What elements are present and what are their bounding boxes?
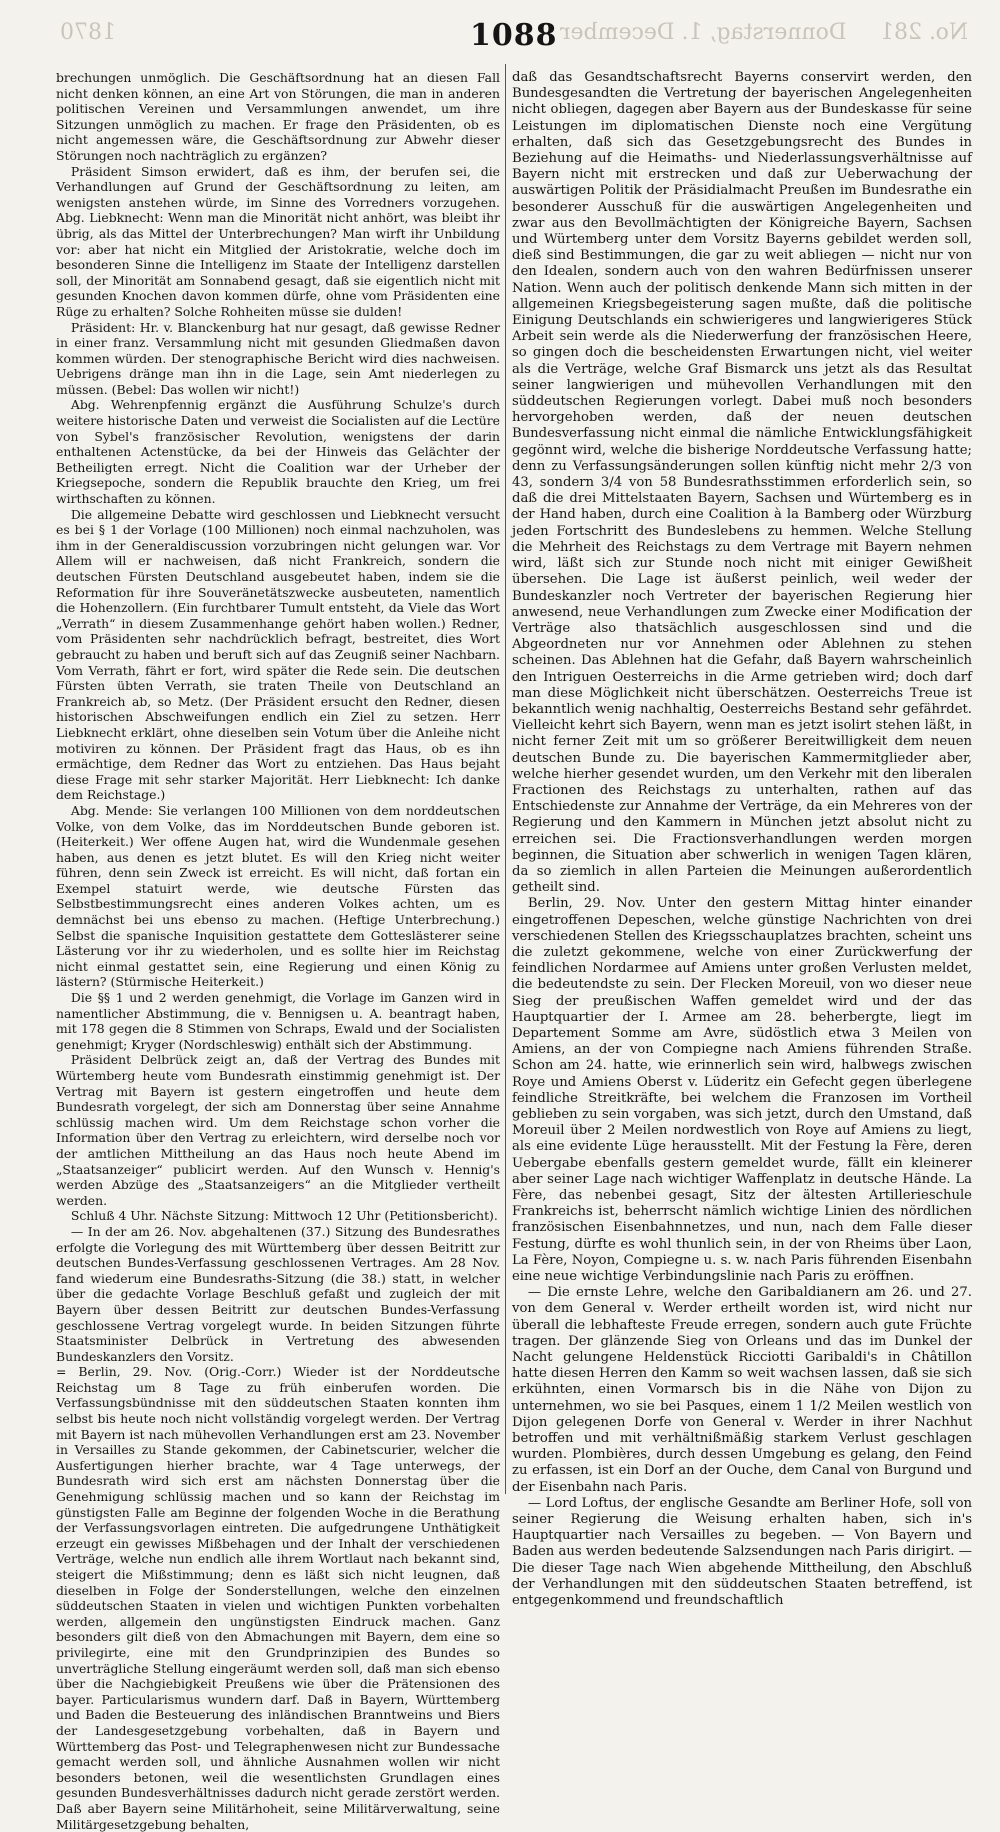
paragraph: Präsident Delbrück zeigt an, daß der Vertrag des Bundes mit Würtemberg heute vom Bundesrath einstimmig genehmigt ist. Der Vertrag mit Bayern ist gestern eingetroffen und heute dem Bundesrath vorgelegt, der sich am Donnerstag über seine Annahme schlüssig machen wird. Um dem Reichstage schon vorher die Information über den Vertrag zu erleichtern, wird derselbe noch vor der amtlichen Mittheilung an das Haus noch heute Abend im „Staatsanzeiger“ publicirt werden. Auf den Wunsch v. Hennig's werden Abzüge des „Staatsanzeigers“ an die Mitglieder vertheilt werden. [56,1052,500,1208]
bleed-through-year: 1870 [60,20,116,45]
bleed-through-date: Donnerstag, 1. December [560,20,847,45]
page-number: 1088 [470,18,558,53]
dateline-article: = Berlin, 29. Nov. (Orig.-Corr.) Wieder ist der Norddeutsche Reichstag um 8 Tage zu früh einberufen worden. Die Verfassungsbündnisse mit den süddeutschen Staaten konnten ihm selbst bis heute noch nicht vollständig vorgelegt werden. Der Vertrag mit Bayern ist nach mühevollen Verhandlungen erst am 23. November in Versailles zu Stande gekommen, der Cabinetscurier, welcher die Ausfertigungen hierher brachte, war 4 Tage unterwegs, der Bundesrath wird sich erst am nächsten Donnerstag über die Genehmigung schlüssig machen und so kann der Reichstag im günstigsten Falle am Beginne der folgenden Woche in die Berathung der Verfassungsvorlagen eintreten. Die aufgedrungene Unthätigkeit erzeugt ein gewisses Mißbehagen und der Inhalt der verschiedenen Verträge, welche nun endlich alle ihrem Wortlaut nach bekannt sind, steigert die Mißstimmung; denn es läßt sich nicht leugnen, daß dieselben in Folge der Sonderstellungen, welche den einzelnen süddeutschen Staaten in vielen und wichtigen Punkten vorbehalten werden, allgemein den ungünstigsten Eindruck machen. Ganz besonders gilt dieß von den Abmachungen mit Bayern, dem eine so privilegirte, eine mit den Grundprinzipien des Bundes so unverträgliche Stellung eingeräumt werden soll, daß man sich ebenso über die Nachgiebigkeit Preußens wie über die Prätensionen des bayer. Particularismus wundern darf. Daß in Bayern, Württemberg und Baden die Besteuerung des inländischen Branntweins und Biers der Landesgesetzgebung vorbehalten, daß in Bayern und Württemberg das Post- und Telegraphenwesen nicht zur Bundessache gemacht werden soll, und ähnliche Ausnahmen wollen wir nicht besonders betonen, weil die wesentlichsten Grundlagen eines gesunden Bundesverhältnisses dadurch nicht gerade zerstört werden. Daß aber Bayern seine Militärhoheit, seine Militärverwaltung, seine Militärgesetzgebung behalten, [56,1364,500,1832]
paragraph: Die allgemeine Debatte wird geschlossen und Liebknecht versucht es bei § 1 der Vorlage (100 Millionen) noch einmal nachzuholen, was ihm in der Generaldiscussion vorzubringen nicht gelungen war. Vor Allem will er nachweisen, daß nicht Frankreich, sondern die deutschen Fürsten Deutschland ausgebeutet haben, indem sie die Reformation für ihre Souveränetätszwecke ausbeuteten, namentlich die Hohenzollern. (Ein furchtbarer Tumult entsteht, da Viele das Wort „Verrath“ in diesem Zusammenhange gehört haben wollen.) Redner, vom Präsidenten sehr nachdrücklich befragt, bestreitet, dies Wort gebraucht zu haben und beruft sich auf das Zeugniß seiner Nachbarn. Vom Verrath, fährt er fort, wird später die Rede sein. Die deutschen Fürsten übten Verrath, sie traten Theile von Deutschland an Frankreich ab, so Metz. (Der Präsident ersucht den Redner, diesen historischen Abschweifungen endlich ein Ziel zu setzen. Herr Liebknecht erklärt, ohne dieselben sein Votum über die Anleihe nicht motiviren zu können. Der Präsident fragt das Haus, ob es ihn ermächtige, dem Redner das Wort zu entziehen. Das Haus bejaht diese Frage mit sehr starker Majorität. Herr Liebknecht: Ich danke dem Reichstage.) [56,506,500,803]
left-column [56,70,500,1832]
right-column [512,70,972,1609]
dateline-article: Berlin, 29. Nov. Unter den gestern Mittag hinter einander eingetroffenen Depeschen, welche günstige Nachrichten von drei verschiedenen Stellen des Kriegsschauplatzes brachten, scheint uns die zuletzt gekommene, welche von einer Zurückwerfung der feindlichen Nordarmee auf Amiens unter großen Verlusten meldet, die bedeutendste zu sein. Der Flecken Moreuil, von wo dieser neue Sieg der preußischen Waffen gemeldet wird und der das Hauptquartier der I. Armee am 28. beherbergte, liegt im Departement Somme am Avre, südöstlich etwa 3 Meilen von Amiens, an der von Compiegne nach Amiens führenden Straße. Schon am 24. hatte, wie erinnerlich sein wird, halbwegs zwischen Roye und Amiens Oberst v. Lüderitz ein Gefecht gegen überlegene feindliche Streitkräfte, bei welchem die Franzosen im Vortheil geblieben zu sein vorgaben, was sich jetzt, durch den Umstand, daß Moreuil über 2 Meilen nordwestlich von Roye auf Amiens zu liegt, als eine evidente Lüge herausstellt. Mit der Festung la Fère, deren Uebergabe ebenfalls gestern gemeldet wurde, fällt ein kleinerer aber seiner Lage nach wichtiger Waffenplatz in deutsche Hände. La Fère, das nebenbei gesagt, Sitz der ältesten Artillerieschule Frankreichs ist, beherrscht nämlich wichtige Linien des nördlichen französischen Eisenbahnnetzes, und nun, nach dem Falle dieser Festung, dürfte es wohl thunlich sein, in der von Rheims über Laon, La Fère, Noyon, Compiegne u. s. w. nach Paris führenden Eisenbahn eine neue wichtige Verbindungslinie nach Paris zu eröffnen. [512,896,972,1285]
paragraph: brechungen unmöglich. Die Geschäftsordnung hat an diesen Fall nicht denken können, an eine Art von Störungen, die man in anderen politischen Vereinen und Versammlungen anwendet, um ihre Sitzungen unmöglich zu machen. Er frage den Präsidenten, ob es nicht angemessen wäre, die Geschäftsordnung zur Abwehr dieser Störungen noch nachträglich zu ergänzen? [56,70,500,163]
news-item: — Die ernste Lehre, welche den Garibaldianern am 26. und 27. von dem General v. Werder ertheilt worden ist, wird nicht nur überall die lebhafteste Freude erregen, sondern auch gute Früchte tragen. Der glänzende Sieg von Orleans und das im Dunkel der Nacht gelungene Heldenstück Ricciotti Garibaldi's in Châtillon hatte diesen Herren den Kamm so weit wachsen lassen, daß sie sich erkühnten, einen Vormarsch bis in die Nähe von Dijon zu unternehmen, wo sie bei Pasques, einem 1 1/2 Meilen westlich von Dijon gelegenen Dorfe von General v. Werder in ihrer Nachhut betroffen und mit verhältnißmäßig starkem Verlust geschlagen wurden. Plombières, durch dessen Umgebung es gelang, den Feind zu erfassen, ist ein Dorf an der Ouche, dem Canal von Burgund und der Eisenbahn nach Paris. [512,1285,972,1495]
paragraph: daß das Gesandtschaftsrecht Bayerns conservirt werden, den Bundesgesandten die Vertretung der bayerischen Angelegenheiten nicht obliegen, dagegen aber Bayern aus der Bundeskasse für seine Leistungen im diplomatischen Dienste noch eine Vergütung erhalten, daß sich das Gesetzgebungsrecht des Bundes in Beziehung auf die Heimaths- und Niederlassungsverhältnisse auf Bayern nicht mit erstrecken und daß zur Ueberwachung der auswärtigen Politik der Präsidialmacht Preußen im Bundesrathe ein besonderer Ausschuß für die auswärtigen Angelegenheiten und zwar aus den Bevollmächtigten der Königreiche Bayern, Sachsen und Würtemberg unter dem Vorsitz Bayerns gebildet werden soll, dieß sind Bestimmungen, die gar zu weit abliegen — nicht nur von den Idealen, sondern auch von den wahren Bedürfnissen unserer Nation. Wenn auch der politisch denkende Mann sich mitten in der allgemeinen Kriegsbegeisterung sagen mußte, daß die politische Einigung Deutschlands ein schwierigeres und langwierigeres Stück Arbeit sein werde als die Niederwerfung der französischen Heere, so gingen doch die bescheidensten Erwartungen nicht, viel weiter als die Verträge, welche Graf Bismarck uns jetzt als das Resultat seiner langwierigen und mühevollen Verhandlungen mit den süddeutschen Regierungen vorlegt. Dabei muß noch besonders hervorgehoben werden, daß der neuen deutschen Bundesverfassung nicht einmal die nämliche Entwicklungsfähigkeit gegönnt wird, welche die bisherige Norddeutsche Verfassung hatte; denn zu Verfassungsänderungen sollen künftig nicht mehr 2/3 von 43, sondern 3/4 von 58 Bundesrathsstimmen erforderlich sein, so daß die drei Mittelstaaten Bayern, Sachsen und Würtemberg es in der Hand haben, durch eine Coalition à la Bamberg oder Würzburg jeden Fortschritt des Bundeslebens zu hemmen. Welche Stellung die Mehrheit des Reichstags zu dem Vertrage mit Bayern nehmen wird, läßt sich zur Stunde noch nicht mit einiger Gewißheit übersehen. Die Lage ist äußerst peinlich, weil weder der Bundeskanzler noch Vertreter der bayerischen Regierung hier anwesend, neue Verhandlungen zum Zwecke einer Modification der Verträge also thatsächlich ausgeschlossen sind und die Abgeordneten nur vor Annehmen oder Ablehnen zu stehen scheinen. Das Ablehnen hat die Gefahr, daß Bayern wahrscheinlich den Intriguen Oesterreichs in die Arme getrieben wird; doch darf man diese Möglichkeit nicht überschätzen. Oesterreichs Treue ist bekanntlich wenig nachhaltig, Oesterreichs Bestand sehr gefährdet. Vielleicht kehrt sich Bayern, wenn man es jetzt isolirt stehen läßt, in nicht ferner Zeit mit um so größerer Bereitwilligkeit dem neuen deutschen Bunde zu. Die bayerischen Kammermitglieder aber, welche hierher gesendet wurden, um den Verkehr mit den liberalen Fractionen des Reichstags zu unterhalten, rathen auf das Entschiedenste zur Annahme der Verträge, da ein Mehreres von der Regierung und den Kammern in München jetzt absolut nicht zu erreichen sei. Die Fractionsverhandlungen werden morgen beginnen, die Situation aber schwerlich in wenigen Tagen klären, da so ziemlich in allen Parteien die Meinungen außerordentlich getheilt sind. [512,70,972,896]
column-divider [505,64,506,1494]
paragraph: Abg. Mende: Sie verlangen 100 Millionen von dem norddeutschen Volke, von dem Volke, das im Norddeutschen Bunde geboren ist. (Heiterkeit.) Wer offene Augen hat, wird die Wundenmale gesehen haben, aus denen es jetzt blutet. Es will den Krieg nicht weiter führen, denn sein Zweck ist erreicht. Es will nicht, daß fortan ein Exempel statuirt werde, wie deutsche Fürsten das Selbstbestimmungsrecht eines anderen Volkes achten, um es demnächst bei uns ebenso zu machen. (Heftige Unterbrechung.) Selbst die spanische Inquisition gestattete dem Gotteslästerer seine Lästerung vor ihr zu wiederholen, und es sollte hier im Reichstag nicht einmal gestattet sein, eine Regierung und einen König zu lästern? (Stürmische Heiterkeit.) [56,802,500,990]
paragraph: Präsident Simson erwidert, daß es ihm, der berufen sei, die Verhandlungen auf Grund der Geschäftsordnung zu leiten, am wenigsten anstehen würde, im Sinne des Vorredners vorzugehen. Abg. Liebknecht: Wenn man die Minorität nicht anhört, was bleibt ihr übrig, als das Mittel der Unterbrechungen? Man wirft ihr Unbildung vor: aber hat nicht ein Mitglied der Aristokratie, welche doch im besonderen Sinne die Intelligenz im Staate der Intelligenz darstellen soll, der Minorität am Sonnabend gesagt, daß sie eigentlich nicht mit gesunden Knochen davon kommen dürfe, ohne vom Präsidenten eine Rüge zu erhalten? Solche Rohheiten müsse sie dulden! [56,163,500,319]
paragraph: Präsident: Hr. v. Blanckenburg hat nur gesagt, daß gewisse Redner in einer franz. Versammlung nicht mit gesunden Gliedmaßen davon kommen würden. Der stenographische Bericht wird dies nachweisen. Uebrigens dränge man ihn in die Lage, sein Amt niederlegen zu müssen. (Bebel: Das wollen wir nicht!) [56,319,500,397]
paragraph: Schluß 4 Uhr. Nächste Sitzung: Mittwoch 12 Uhr (Petitionsbericht). [70,1208,498,1224]
news-item: — Lord Loftus, der englische Gesandte am Berliner Hofe, soll von seiner Regierung die Weisung erhalten haben, sich in's Hauptquartier nach Versailles zu begeben. — Von Bayern und Baden aus werden bedeutende Salzsendungen nach Paris dirigirt. — Die dieser Tage nach Wien abgehende Mittheilung, den Abschluß der Verhandlungen mit den süddeutschen Staaten betreffend, ist entgegenkommend und freundschaftlich [512,1495,972,1609]
bleed-through-issue: No. 281 [880,20,969,45]
paragraph: Die §§ 1 und 2 werden genehmigt, die Vorlage im Ganzen wird in namentlicher Abstimmung, die v. Bennigsen u. A. beantragt haben, mit 178 gegen die 8 Stimmen von Schraps, Ewald und der Socialisten genehmigt; Kryger (Nordschleswig) enthält sich der Abstimmung. [56,990,500,1052]
page-header [0,14,1000,54]
news-item: — In der am 26. Nov. abgehaltenen (37.) Sitzung des Bundesrathes erfolgte die Vorlegung des mit Württemberg über dessen Beitritt zur deutschen Bundes-Verfassung geschlossenen Vertrages. Am 28 Nov. fand wiederum eine Bundesraths-Sitzung (die 38.) statt, in welcher über die gedachte Vorlage Beschluß gefaßt und zugleich der mit Bayern über dessen Beitritt zur deutschen Bundes-Verfassung geschlossene Vertrag vorgelegt wurde. In beiden Sitzungen führte Staatsminister Delbrück in Vertretung des abwesenden Bundeskanzlers den Vorsitz. [56,1223,500,1364]
paragraph: Abg. Wehrenpfennig ergänzt die Ausführung Schulze's durch weitere historische Daten und verweist die Socialisten auf die Lectüre von Sybel's französischer Revolution, wenigstens der darin enthaltenen Actenstücke, da bei der Hinweis das Gelächter der Betheiligten erregt. Nicht die Coalition war der Urheber der Kriegsepoche, sondern die Republik brauchte den Krieg, um frei wirthschaften zu können. [56,397,500,507]
